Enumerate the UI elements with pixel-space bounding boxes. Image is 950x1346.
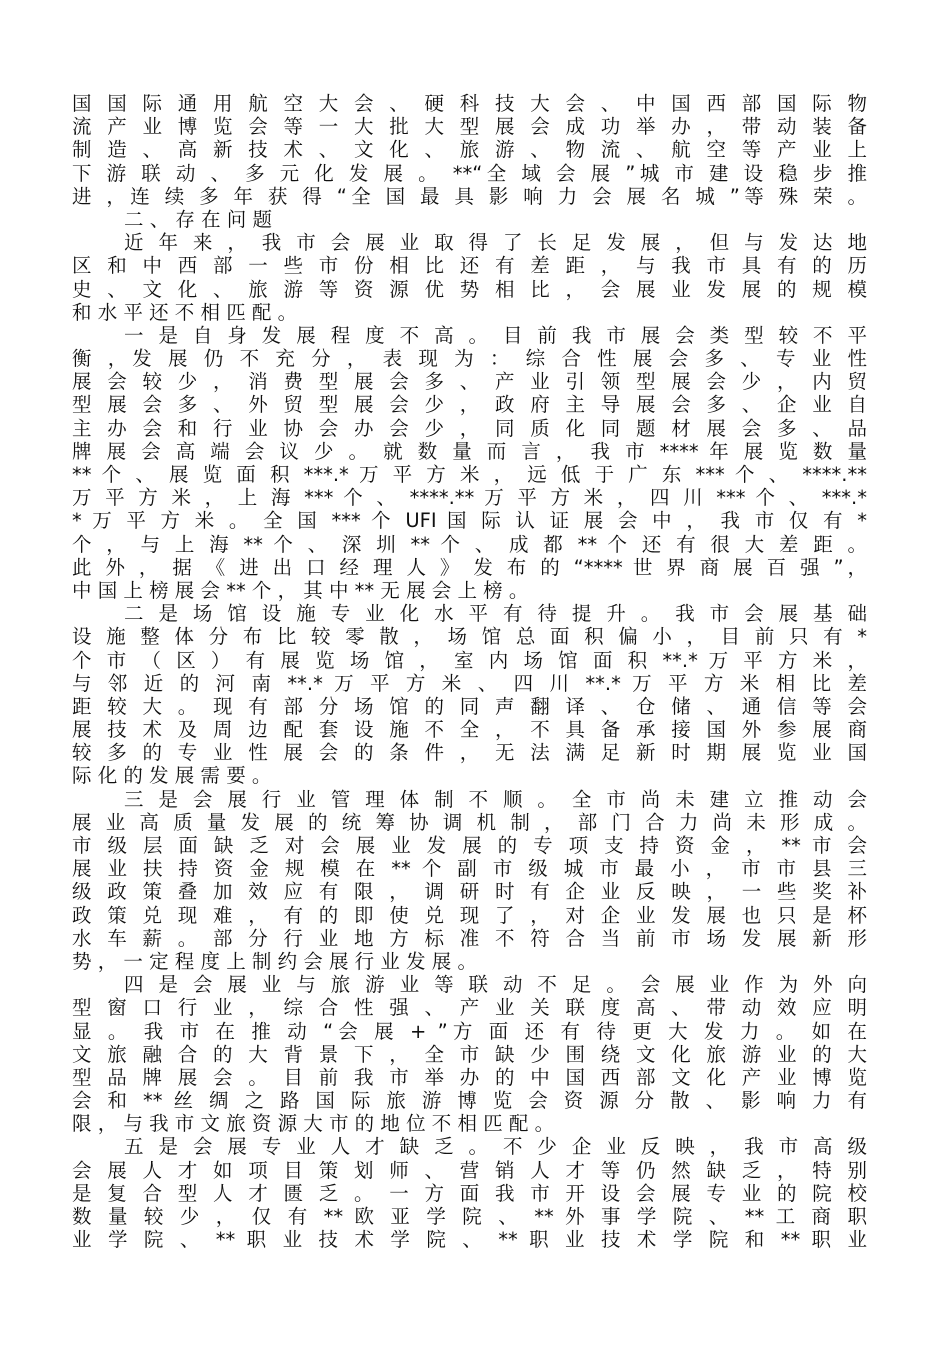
- document-page: [72, 92, 867, 1251]
- paragraph-last-line: 势 ， 一 定 程 度 上 制 约 会 展 行 业 发 展 。: [72, 949, 477, 973]
- paragraph-last-line: 际 化 的 发 展 需 要 。: [72, 764, 272, 788]
- text-line: 型 窗 口 行 业 ， 综 合 性 强 、 产 业 关 联 度 高 、 带 动 效 应 明: [72, 996, 867, 1020]
- paragraph-first-line: 三 是 会 展 行 业 管 理 体 制 不 顺 。 全 市 尚 未 建 立 推 动 会: [124, 787, 867, 811]
- text-line: 市 级 层 面 缺 乏 对 会 展 业 发 展 的 专 项 支 持 资 金 ， ** 市 会: [72, 834, 867, 857]
- text-line: 展 业 扶 持 资 金 规 模 在 ** 个 副 市 级 城 市 最 小 ， 市 市 县 三: [72, 857, 867, 881]
- text-line: 进 ，连 续 多 年 获 得 “全 国 最 具 影 响 力 会 展 名 城 ”等 殊 荣 。: [72, 184, 867, 208]
- text-line: 个 ， 与 上 海 ** 个 、 深 圳 ** 个 、 成 都 ** 个 还 有 很 大 差 距 。: [72, 532, 867, 556]
- text-line: 展 业 高 质 量 发 展 的 统 筹 协 调 机 制 ， 部 门 合 力 尚 未 形 成 。: [72, 810, 867, 834]
- text-line: 较 多 的 专 业 性 展 会 的 条 件 ， 无 法 满 足 新 时 期 展 览 业 国: [72, 741, 867, 765]
- text-line: 牌 展 会 高 端 会 议 少 。 就 数 量 而 言 ， 我 市 **** 年 展 览 数 量: [72, 439, 867, 463]
- text-line: 显 。 我 市 在 推 动 “会 展 + ”方 面 还 有 待 更 大 发 力 。 如 在: [72, 1019, 867, 1043]
- text-line: 设 施 整 体 分 布 比 较 零 散 ， 场 馆 总 面 积 偏 小 ， 目 前 只 有 *: [72, 625, 867, 649]
- text-line: 业 学 院 、 ** 职 业 技 术 学 院 、 ** 职 业 技 术 学 院 和 ** 职 业: [72, 1228, 867, 1252]
- paragraph-first-line: 一 是 自 身 发 展 程 度 不 高 。 目 前 我 市 展 会 类 型 较 不 平: [124, 323, 867, 347]
- text-line: 水 车 薪 。 部 分 行 业 地 方 标 准 不 符 合 当 前 市 场 发 展 新 形: [72, 926, 867, 950]
- text-line: 会 展 人 才 如 项 目 策 划 师 、 营 销 人 才 等 仍 然 缺 乏 ， 特 别: [72, 1158, 867, 1182]
- text-line: 衡 ，发 展 仍 不 充 分 ， 表 现 为 ： 综 合 性 展 会 多 、 专 业 性: [72, 347, 867, 371]
- text-line: 此 外 ， 据 《 进 出 口 经 理 人 》 发 布 的 “**** 世 界 商 展 百 强 ”，: [72, 555, 867, 579]
- paragraph-first-line: 五 是 会 展 专 业 人 才 缺 乏 。 不 少 企 业 反 映 ， 我 市 高 级: [124, 1135, 867, 1159]
- text-line: 数 量 较 少 ， 仅 有 ** 欧 亚 学 院 、 ** 外 事 学 院 、 ** 工 商 职: [72, 1205, 867, 1228]
- text-line: 是 复 合 型 人 才 匮 乏 。 一 方 面 我 市 开 设 会 展 专 业 的 院 校: [72, 1181, 867, 1205]
- section-heading: 二 、 存 在 问 题: [124, 207, 272, 231]
- text-line: 展 技 术 及 周 边 配 套 设 施 不 全 ， 不 具 备 承 接 国 外 参 展 商: [72, 718, 867, 742]
- text-line: 与 邻 近 的 河 南 **.* 万 平 方 米 、 四 川 **.* 万 平 方 米 相 比 差: [72, 671, 867, 695]
- paragraph-first-line: 二 是 场 馆 设 施 专 业 化 水 平 有 待 提 升 。 我 市 会 展 基 础: [124, 602, 867, 626]
- text-line: 主 办 会 和 行 业 协 会 办 会 少 ， 同 质 化 同 题 材 展 会 多 、 品: [72, 416, 867, 440]
- paragraph-last-line: 中 国 上 榜 展 会 ** 个 ， 其 中 ** 无 展 会 上 榜 。: [72, 578, 529, 602]
- text-line: 万 平 方 米 ， 上 海 *** 个 、 ****.** 万 平 方 米 ， 四 川 *** 个 、 ***.*: [72, 486, 867, 510]
- text-line: 政 策 兑 现 难 ， 有 的 即 使 兑 现 了 ， 对 企 业 发 展 也 只 是 杯: [72, 903, 867, 927]
- text-line: 个 市 （ 区 ） 有 展 览 场 馆 ， 室 内 场 馆 面 积 **.* 万 平 方 米 ，: [72, 648, 867, 672]
- text-line: 展 会 较 少 ， 消 费 型 展 会 多 、 产 业 引 领 型 展 会 少 ， 内 贸: [72, 370, 867, 394]
- text-line: 下 游 联 动 、 多 元 化 发 展 。 **“全 域 会 展 ”城 市 建 设 稳 步 推: [72, 161, 867, 185]
- text-line: 会 和 ** 丝 绸 之 路 国 际 旅 游 博 览 会 资 源 分 散 、 影 响 力 有: [72, 1089, 867, 1113]
- text-line: 距 较 大 。 现 有 部 分 场 馆 的 同 声 翻 译 、 仓 储 、 通 信 等 会: [72, 694, 867, 718]
- text-line: 史 、 文 化 、 旅 游 等 资 源 优 势 相 比 ， 会 展 业 发 展 的 规 模: [72, 277, 867, 301]
- text-line: 区 和 中 西 部 一 些 市 份 相 比 还 有 差 距 ， 与 我 市 具 有 的 历: [72, 254, 867, 278]
- paragraph-first-line: 四 是 会 展 业 与 旅 游 业 等 联 动 不 足 。 会 展 业 作 为 外 向: [124, 973, 867, 997]
- text-line: 型 展 会 多 、 外 贸 型 展 会 少 ， 政 府 主 导 展 会 多 、 企 业 自: [72, 393, 867, 417]
- text-line: ** 个 、 展 览 面 积 ***.* 万 平 方 米 ， 远 低 于 广 东 *** 个 、 ****.**: [72, 463, 867, 486]
- paragraph-last-line: 限 ， 与 我 市 文 旅 资 源 大 市 的 地 位 不 相 匹 配 。: [72, 1112, 555, 1136]
- paragraph-last-line: 和 水 平 还 不 相 匹 配 。: [72, 300, 298, 324]
- text-line: 级 政 策 叠 加 效 应 有 限 ， 调 研 时 有 企 业 反 映 ， 一 些 奖 补: [72, 880, 867, 904]
- text-line: * 万 平 方 米 。 全 国 *** 个 UFI 国 际 认 证 展 会 中 ， 我 市 仅 有 *: [72, 509, 867, 533]
- text-line: 流 产 业 博 览 会 等 一 大 批 大 型 展 会 成 功 举 办 ， 带 动 装 备: [72, 115, 867, 139]
- text-line: 文 旅 融 合 的 大 背 景 下 ， 全 市 缺 少 围 绕 文 化 旅 游 业 的 大: [72, 1042, 867, 1066]
- text-line: 国 国 际 通 用 航 空 大 会 、 硬 科 技 大 会 、 中 国 西 部 国 际 物: [72, 92, 867, 115]
- text-line: 型 品 牌 展 会 。 目 前 我 市 举 办 的 中 国 西 部 文 化 产 业 博 览: [72, 1065, 867, 1089]
- text-line: 制 造 、 高 新 技 术 、 文 化 、 旅 游 、 物 流 、 航 空 等 产 业 上: [72, 138, 867, 162]
- paragraph-first-line: 近 年 来 ， 我 市 会 展 业 取 得 了 长 足 发 展 ， 但 与 发 达 地: [124, 231, 867, 255]
